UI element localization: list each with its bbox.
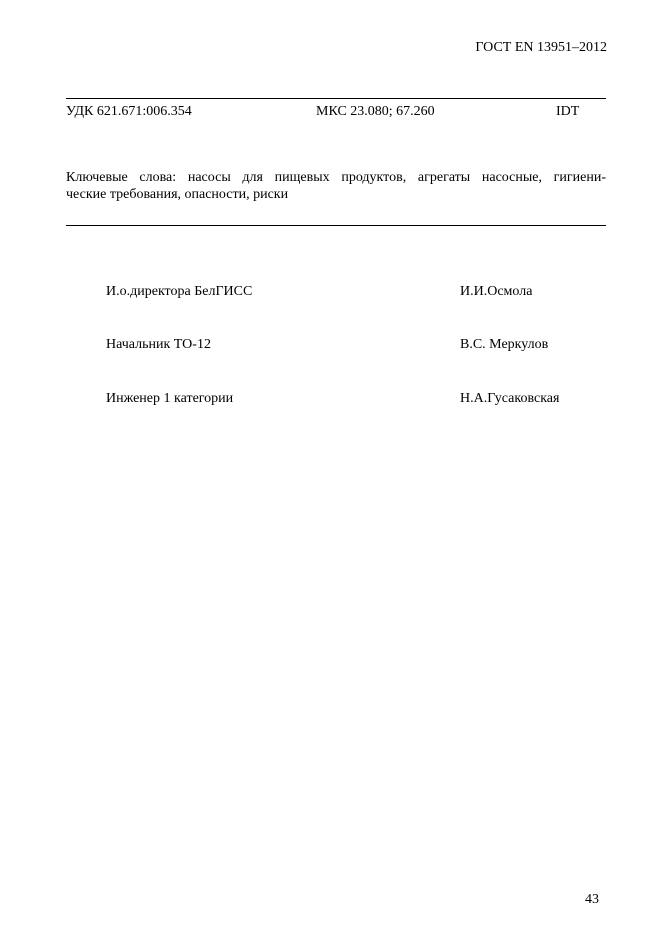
signature-title: Начальник ТО-12 — [106, 337, 211, 352]
signature-title: И.о.директора БелГИСС — [106, 284, 253, 299]
idt-marker: IDT — [556, 104, 580, 119]
udk-code: УДК 621.671:006.354 — [66, 104, 192, 119]
signature-name: В.С. Меркулов — [460, 337, 549, 352]
signature-row — [106, 337, 586, 355]
signature-name: И.И.Осмола — [460, 284, 533, 299]
keywords-block — [66, 169, 606, 203]
middle-divider — [66, 225, 606, 226]
keywords-line-2: ческие требования, опасности, риски — [66, 187, 289, 202]
signature-row — [106, 284, 586, 302]
signature-name: Н.А.Гусаковская — [460, 391, 560, 406]
signature-title: Инженер 1 категории — [106, 391, 234, 406]
classification-line — [66, 104, 606, 122]
page-number: 43 — [585, 892, 599, 907]
top-divider — [66, 98, 606, 99]
keywords-line-1: Ключевые слова: насосы для пищевых продуктов, агрегаты насосные, гигиени- — [66, 170, 606, 185]
mks-code: МКС 23.080; 67.260 — [316, 104, 435, 119]
signature-row — [106, 391, 586, 409]
document-code: ГОСТ EN 13951–2012 — [475, 40, 607, 55]
